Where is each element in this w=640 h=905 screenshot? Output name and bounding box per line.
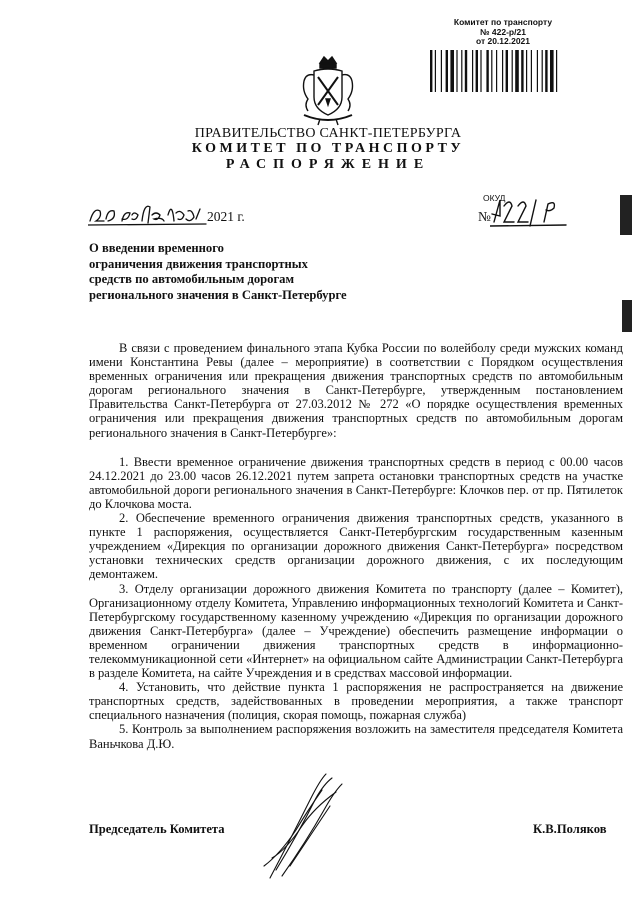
government-title: ПРАВИТЕЛЬСТВО САНКТ-ПЕТЕРБУРГА [194, 126, 462, 141]
subject-line: ограничения движения транспортных [89, 256, 308, 271]
clause-1: 1. Ввести временное ограничение движения транспортных средств в период с 00.00 часов 24.12.2021 до 23.00 часов 26.12.2021 путем запрета остановки транспортных средств на участке автомобильной дороги регионального значения в Санкт-Петербурге: Клочков пер. от пр. Пятилеток до Клочкова моста. [89, 454, 623, 511]
clause-2: 2. Обеспечение временного ограничения движения транспортных средств, указанного в пункте 1 распоряжения, осуществляется Санкт-Петербургским государственным казенным учреждением «Дирекция по организации дорожного движения Санкт-Петербурга» посредством установки технических средств организации дорожного движения, с их последующим демонтажем. [89, 511, 623, 582]
preamble-paragraph: В связи с проведением финального этапа Кубка России по волейболу среди мужских команд имени Константина Ревы (далее – мероприятие) в соответствии с Порядком осуществления временных ограничения или прекращения движения транспортных средств по автомобильным дорогам регионального значения в Санкт-Петербурге, утвержденным постановлением Правительства Санкт-Петербурга от 27.03.2012 № 272 «О порядке осуществления временных ограничения или прекращения движения транспортных средств по автомобильным дорогам регионального значения в Санкт-Петербурге»: [89, 341, 623, 440]
stamp-organization: Комитет по транспорту [453, 17, 553, 27]
signatory-position: Председатель Комитета [89, 822, 225, 836]
stamp-date: от 20.12.2021 [475, 36, 531, 46]
scan-edge-mark [620, 195, 632, 235]
subject-line: регионального значения в Санкт-Петербурге [89, 287, 347, 302]
document-subject [89, 241, 409, 303]
document-number-label: № [478, 209, 491, 224]
clause-3: 3. Отделу организации дорожного движения Комитета по транспорту (далее – Комитет), Организационному отделу Комитета, Управлению информационных технологий Комитета и Санкт-Петербургскому государственному казенному учреждению «Дирекция по организации дорожного движения Санкт-Петербурга» (далее – Учреждение) обеспечить размещение информации о временном ограничении движения транспортных средств в информационно-телекоммуникационной сети «Интернет» на официальном сайте Администрации Санкт-Петербурга в разделе Комитета, на сайте Учреждения и в средствах массовой информации. [89, 581, 623, 681]
okud-label: ОКУД [483, 193, 506, 203]
committee-title: КОМИТЕТ ПО ТРАНСПОРТУ [191, 141, 465, 156]
handwritten-signature [250, 770, 360, 882]
scan-edge-mark [622, 300, 632, 332]
document-year: 2021 г. [207, 209, 245, 224]
document-type-title: РАСПОРЯЖЕНИЕ [225, 157, 431, 172]
coat-of-arms-icon [300, 55, 356, 127]
barcode [428, 50, 578, 92]
clause-4: 4. Установить, что действие пункта 1 распоряжения не распространяется на движение транспортных средств, задействованных в проведении мероприятия, а также транспорт специального назначения (полиция, скорая помощь, пожарная служба) [89, 680, 623, 723]
registration-stamp [438, 18, 568, 47]
handwritten-number [490, 196, 570, 228]
clause-5: 5. Контроль за выполнением распоряжения возложить на заместителя председателя Комитета Ваньчкова Д.Ю. [89, 722, 623, 751]
subject-line: О введении временного [89, 241, 224, 255]
signatory-name: К.В.Поляков [533, 822, 607, 836]
handwritten-date [88, 197, 208, 227]
subject-line: средств по автомобильным дорогам [89, 272, 295, 286]
stamp-number: № 422-р/21 [480, 26, 526, 37]
document-body [89, 341, 623, 751]
